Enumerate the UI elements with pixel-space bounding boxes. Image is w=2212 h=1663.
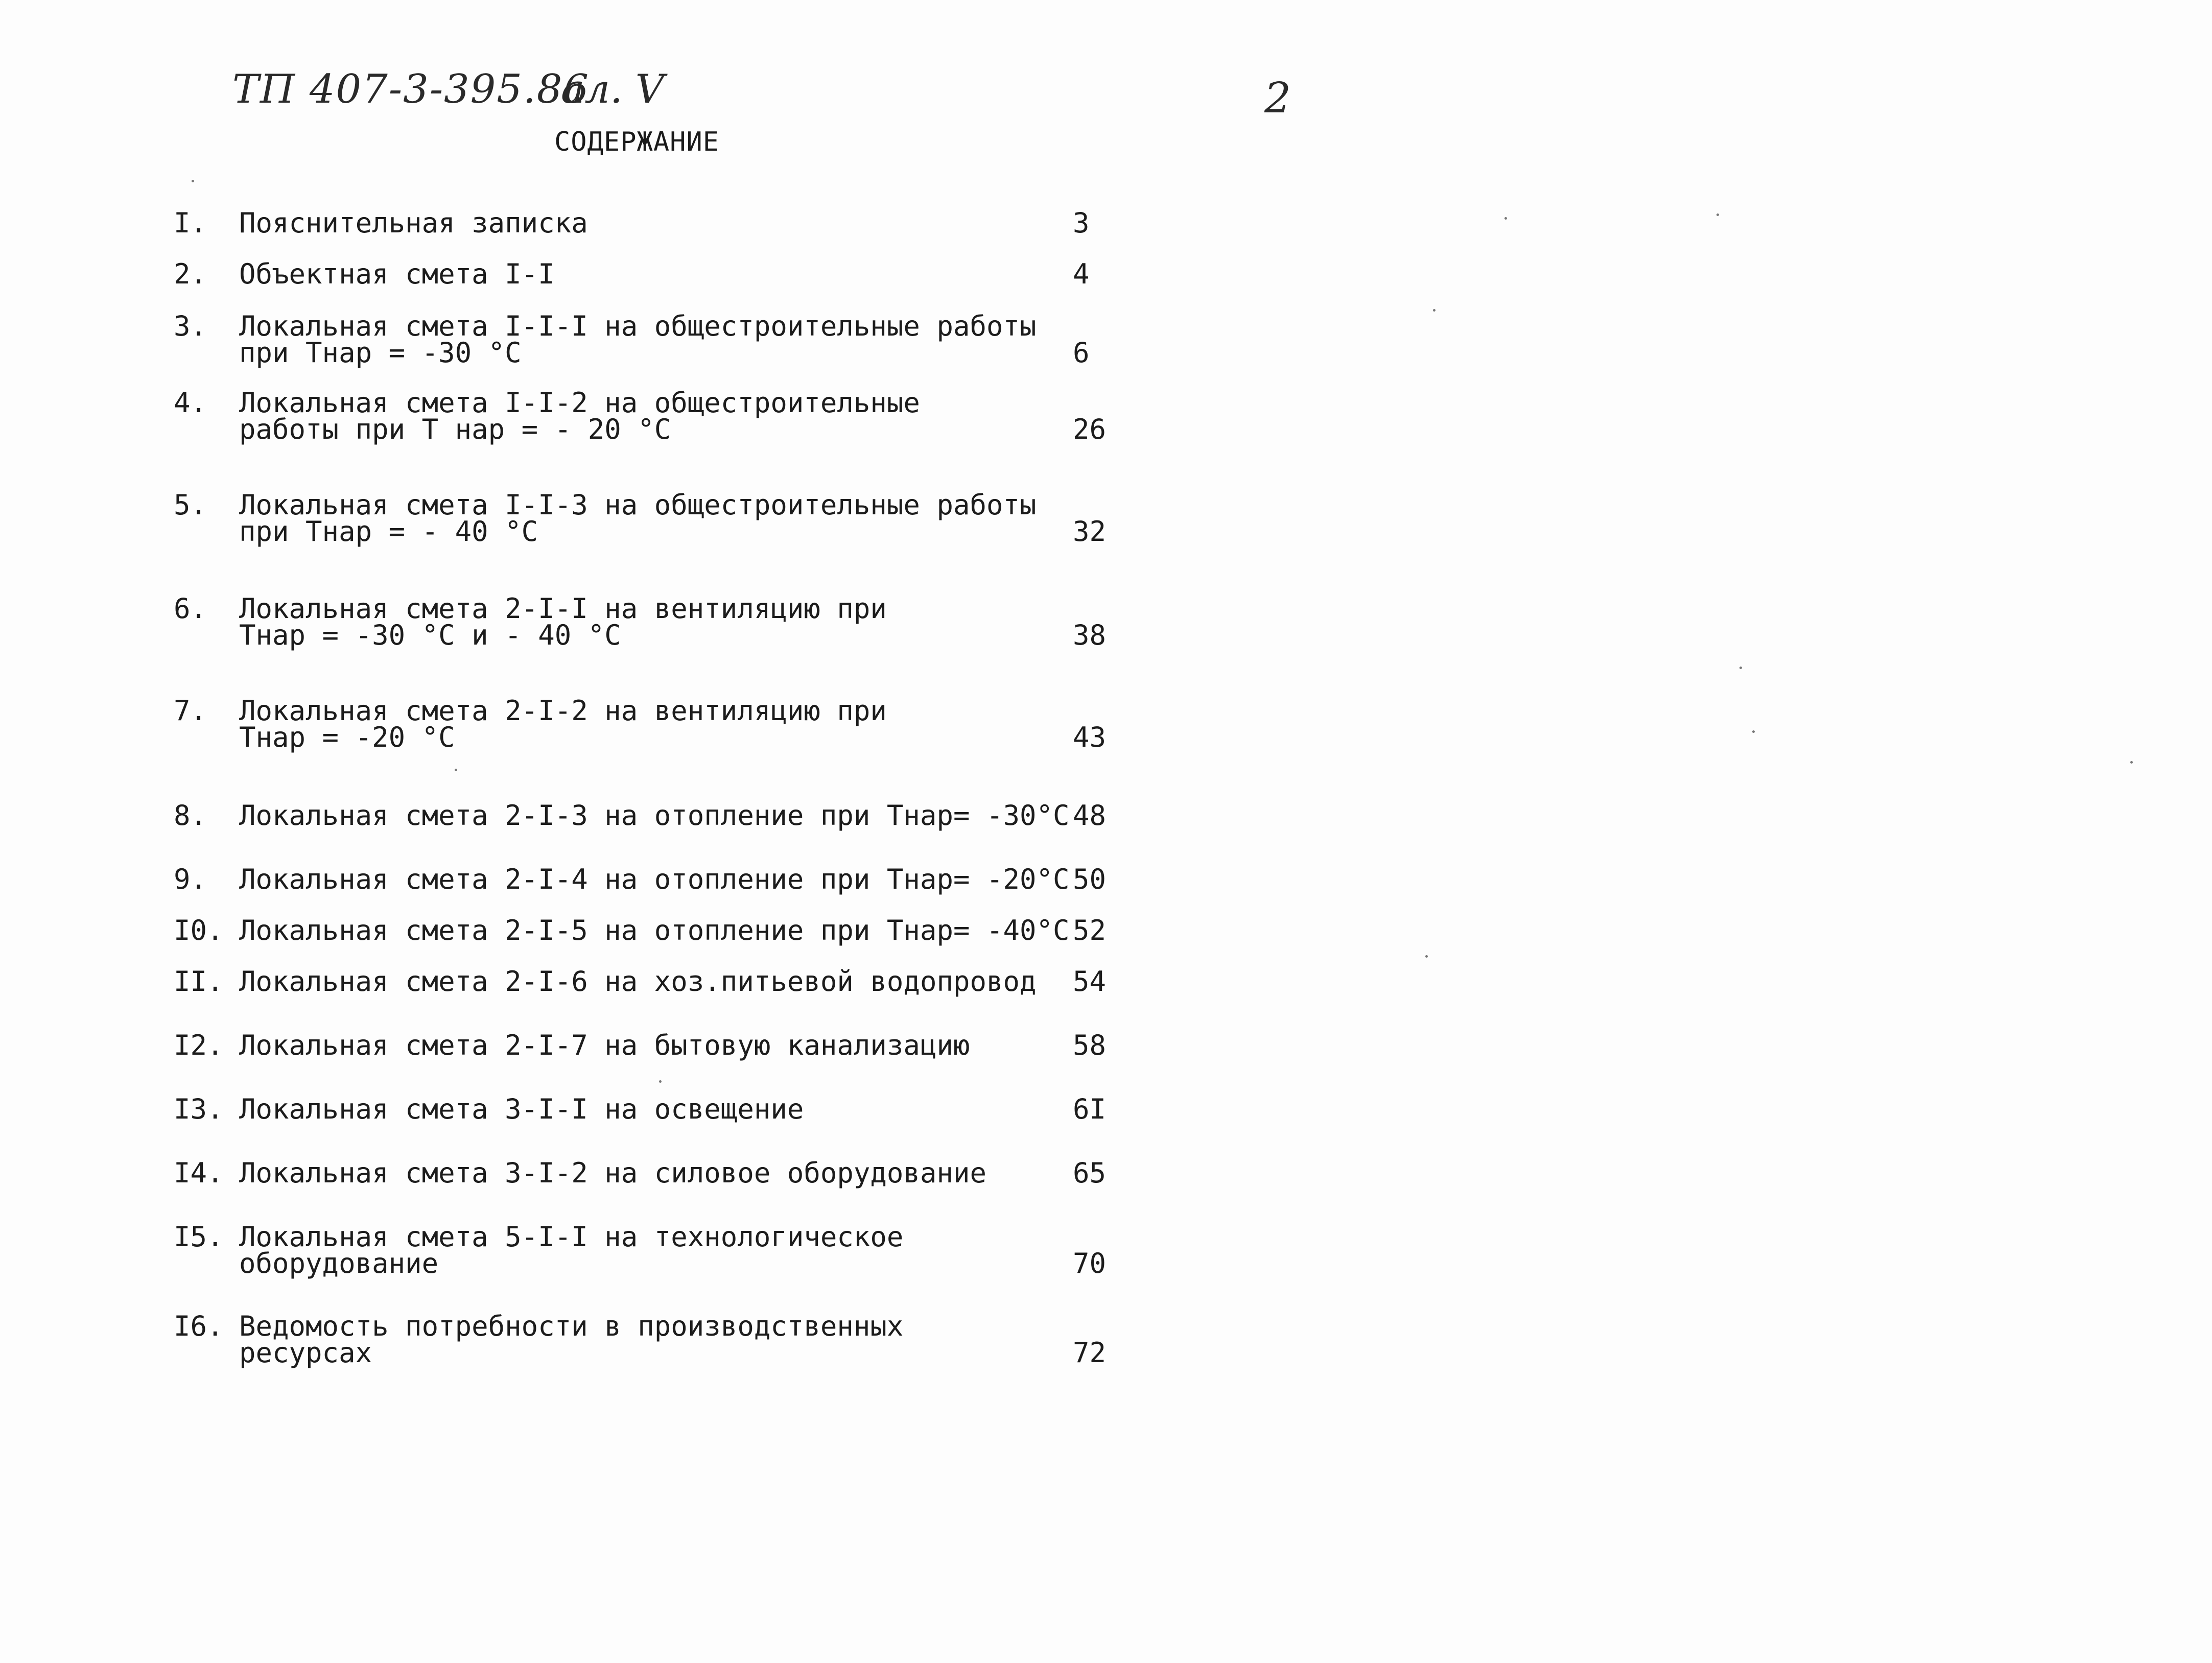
- toc-entry-title: Локальная смета I-I-3 на общестроительные работы: [239, 489, 1037, 521]
- toc-entry-title: Локальная смета I-I-2 на общестроительные: [239, 387, 920, 419]
- toc-entry-title-continued: Тнар = -20 °C: [239, 721, 455, 753]
- toc-entry-title: Локальная смета 2-I-7 на бытовую канализацию: [239, 1029, 970, 1061]
- toc-entry-title: Объектная смета I-I: [239, 258, 555, 290]
- toc-entry-title: Локальная смета 5-I-I на технологическое: [239, 1221, 904, 1253]
- scan-speck: [1739, 667, 1742, 669]
- scan-speck: [1752, 730, 1755, 733]
- scan-speck: [659, 1080, 662, 1083]
- page-title: СОДЕРЖАНИЕ: [554, 127, 720, 157]
- toc-entry-title-continued: оборудование: [239, 1247, 439, 1279]
- toc-entry-number: 5.: [174, 489, 207, 521]
- toc-entry-number: 2.: [174, 258, 207, 290]
- scan-speck: [1504, 217, 1507, 220]
- toc-entry-title: Локальная смета I-I-I на общестроительные работы: [239, 310, 1037, 342]
- toc-entry-number: 8.: [174, 799, 207, 832]
- toc-entry-number: I2.: [174, 1029, 224, 1061]
- toc-entry-page: 52: [1073, 914, 1107, 946]
- toc-entry-number: 6.: [174, 592, 207, 625]
- toc-entry-number: I.: [174, 207, 207, 239]
- toc-entry-title-continued: работы при Т нар = - 20 °C: [239, 413, 671, 445]
- album-number: ал. V: [561, 66, 665, 112]
- toc-entry-title-continued: ресурсах: [239, 1337, 372, 1369]
- toc-entry-page: 70: [1073, 1247, 1107, 1279]
- toc-entry-number: 4.: [174, 387, 207, 419]
- toc-entry-title: Локальная смета 2-I-3 на отопление при Тнар= -30°C: [239, 799, 1070, 832]
- scan-speck: [1433, 309, 1436, 312]
- toc-entry-title: Локальная смета 2-I-I на вентиляцию при: [239, 592, 887, 625]
- toc-entry-title: Ведомость потребности в производственных: [239, 1310, 904, 1342]
- toc-entry-title-continued: при Тнар = - 40 °C: [239, 515, 538, 548]
- toc-entry-page: 6: [1073, 337, 1090, 369]
- toc-entry-page: 3: [1073, 207, 1090, 239]
- toc-entry-title: Локальная смета 2-I-2 на вентиляцию при: [239, 695, 887, 727]
- toc-entry-page: 4: [1073, 258, 1090, 290]
- scan-speck: [2130, 761, 2133, 764]
- toc-entry-number: 7.: [174, 695, 207, 727]
- toc-entry-title: Пояснительная записка: [239, 207, 588, 239]
- toc-entry-title: Локальная смета 3-I-2 на силовое оборудование: [239, 1157, 986, 1189]
- toc-entry-number: 3.: [174, 310, 207, 342]
- toc-entry-page: 50: [1073, 863, 1107, 895]
- scan-speck: [192, 180, 194, 182]
- toc-entry-number: I4.: [174, 1157, 224, 1189]
- toc-entry-number: I0.: [174, 914, 224, 946]
- document-code: ТП 407-3-395.86: [232, 66, 590, 112]
- page-number: 2: [1264, 74, 1291, 123]
- toc-entry-title: Локальная смета 3-I-I на освещение: [239, 1093, 804, 1125]
- toc-entry-title: Локальная смета 2-I-6 на хоз.питьевой водопровод: [239, 965, 1037, 997]
- scan-speck: [1716, 213, 1719, 216]
- toc-entry-title: Локальная смета 2-I-4 на отопление при Тнар= -20°C: [239, 863, 1070, 895]
- toc-entry-page: 32: [1073, 515, 1107, 548]
- toc-entry-page: 58: [1073, 1029, 1107, 1061]
- toc-entry-title-continued: при Тнар = -30 °C: [239, 337, 522, 369]
- toc-entry-number: I5.: [174, 1221, 224, 1253]
- toc-entry-page: 72: [1073, 1337, 1107, 1369]
- scan-speck: [455, 769, 457, 771]
- toc-entry-page: 48: [1073, 799, 1107, 832]
- toc-entry-title-continued: Тнар = -30 °C и - 40 °C: [239, 619, 621, 651]
- toc-entry-page: 54: [1073, 965, 1107, 997]
- toc-entry-number: II.: [174, 965, 224, 997]
- toc-entry-page: 6I: [1073, 1093, 1107, 1125]
- toc-entry-page: 38: [1073, 619, 1107, 651]
- toc-entry-page: 65: [1073, 1157, 1107, 1189]
- scan-speck: [1425, 955, 1428, 958]
- toc-entry-page: 43: [1073, 721, 1107, 753]
- toc-entry-number: I3.: [174, 1093, 224, 1125]
- toc-entry-title: Локальная смета 2-I-5 на отопление при Тнар= -40°C: [239, 914, 1070, 946]
- toc-entry-number: I6.: [174, 1310, 224, 1342]
- toc-entry-page: 26: [1073, 413, 1107, 445]
- toc-entry-number: 9.: [174, 863, 207, 895]
